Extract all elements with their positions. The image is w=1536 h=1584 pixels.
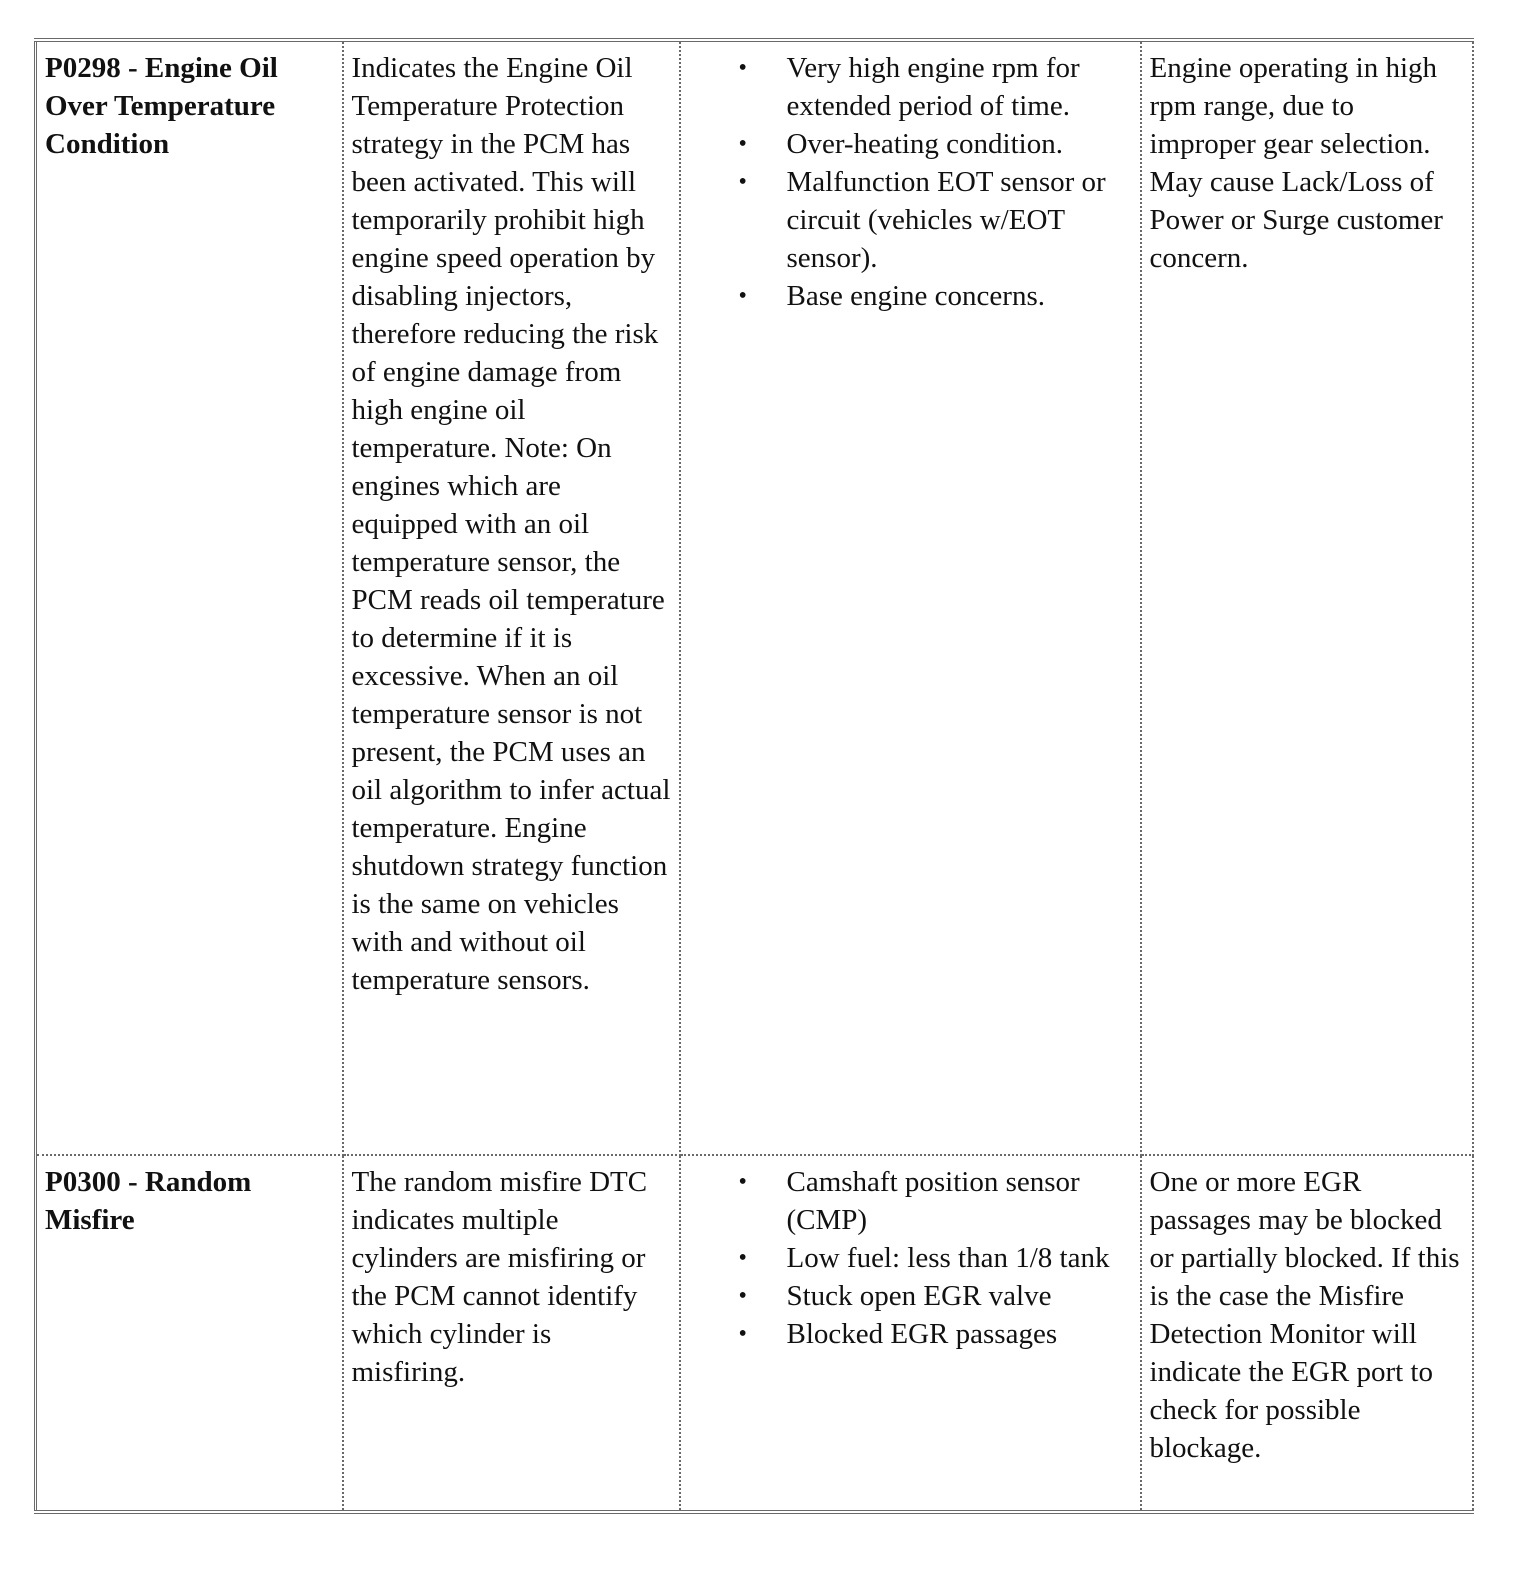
list-item: • Camshaft position sensor (CMP) [689, 1163, 1132, 1239]
dtc-description: Indicates the Engine Oil Temperature Protection strategy in the PCM has been activated. This will temporarily prohibit high engine speed operation by disabling injectors, therefore reducing the risk of engine damage from high engine oil temperature. Note: On engines which are equipped with an oil temperature sensor, the PCM reads oil temperature to determine if it is excessive. When an oil temperature sensor is not present, the PCM uses an oil algorithm to infer actual temperature. Engine shutdown strategy function is the same on vehicles with and without oil temperature sensors. [351, 52, 671, 996]
dtc-code-title: P0298 - Engine Oil Over Temperature Condition [45, 52, 278, 160]
list-item: • Blocked EGR passages [689, 1315, 1132, 1353]
list-item: • Over-heating condition. [689, 125, 1132, 163]
description-cell [343, 1155, 680, 1512]
causes-cell [680, 40, 1141, 1155]
notes-cell [1141, 40, 1473, 1155]
table-row [36, 40, 1473, 1155]
causes-cell [680, 1155, 1141, 1512]
list-item: • Malfunction EOT sensor or circuit (vehicles w/EOT sensor). [689, 163, 1132, 277]
description-cell [343, 40, 680, 1155]
list-item: • Stuck open EGR valve [689, 1277, 1132, 1315]
dtc-notes: Engine operating in high rpm range, due to improper gear selection. May cause Lack/Loss of Power or Surge customer concern. [1149, 52, 1443, 274]
table-row [36, 1155, 1473, 1512]
dtc-code-title: P0300 - Random Misfire [45, 1166, 252, 1236]
dtc-notes: One or more EGR passages may be blocked or partially blocked. If this is the case the Misfire Detection Monitor will indicate the EGR port to check for possible blockage. [1149, 1166, 1460, 1464]
list-item: • Base engine concerns. [689, 277, 1132, 315]
dtc-description: The random misfire DTC indicates multiple cylinders are misfiring or the PCM cannot identify which cylinder is misfiring. [351, 1166, 648, 1388]
code-cell [36, 1155, 343, 1512]
notes-cell [1141, 1155, 1473, 1512]
causes-list [689, 1163, 1132, 1353]
dtc-table [34, 38, 1474, 1514]
causes-list [689, 49, 1132, 315]
code-cell [36, 40, 343, 1155]
list-item: • Low fuel: less than 1/8 tank [689, 1239, 1132, 1277]
list-item: • Very high engine rpm for extended period of time. [689, 49, 1132, 125]
